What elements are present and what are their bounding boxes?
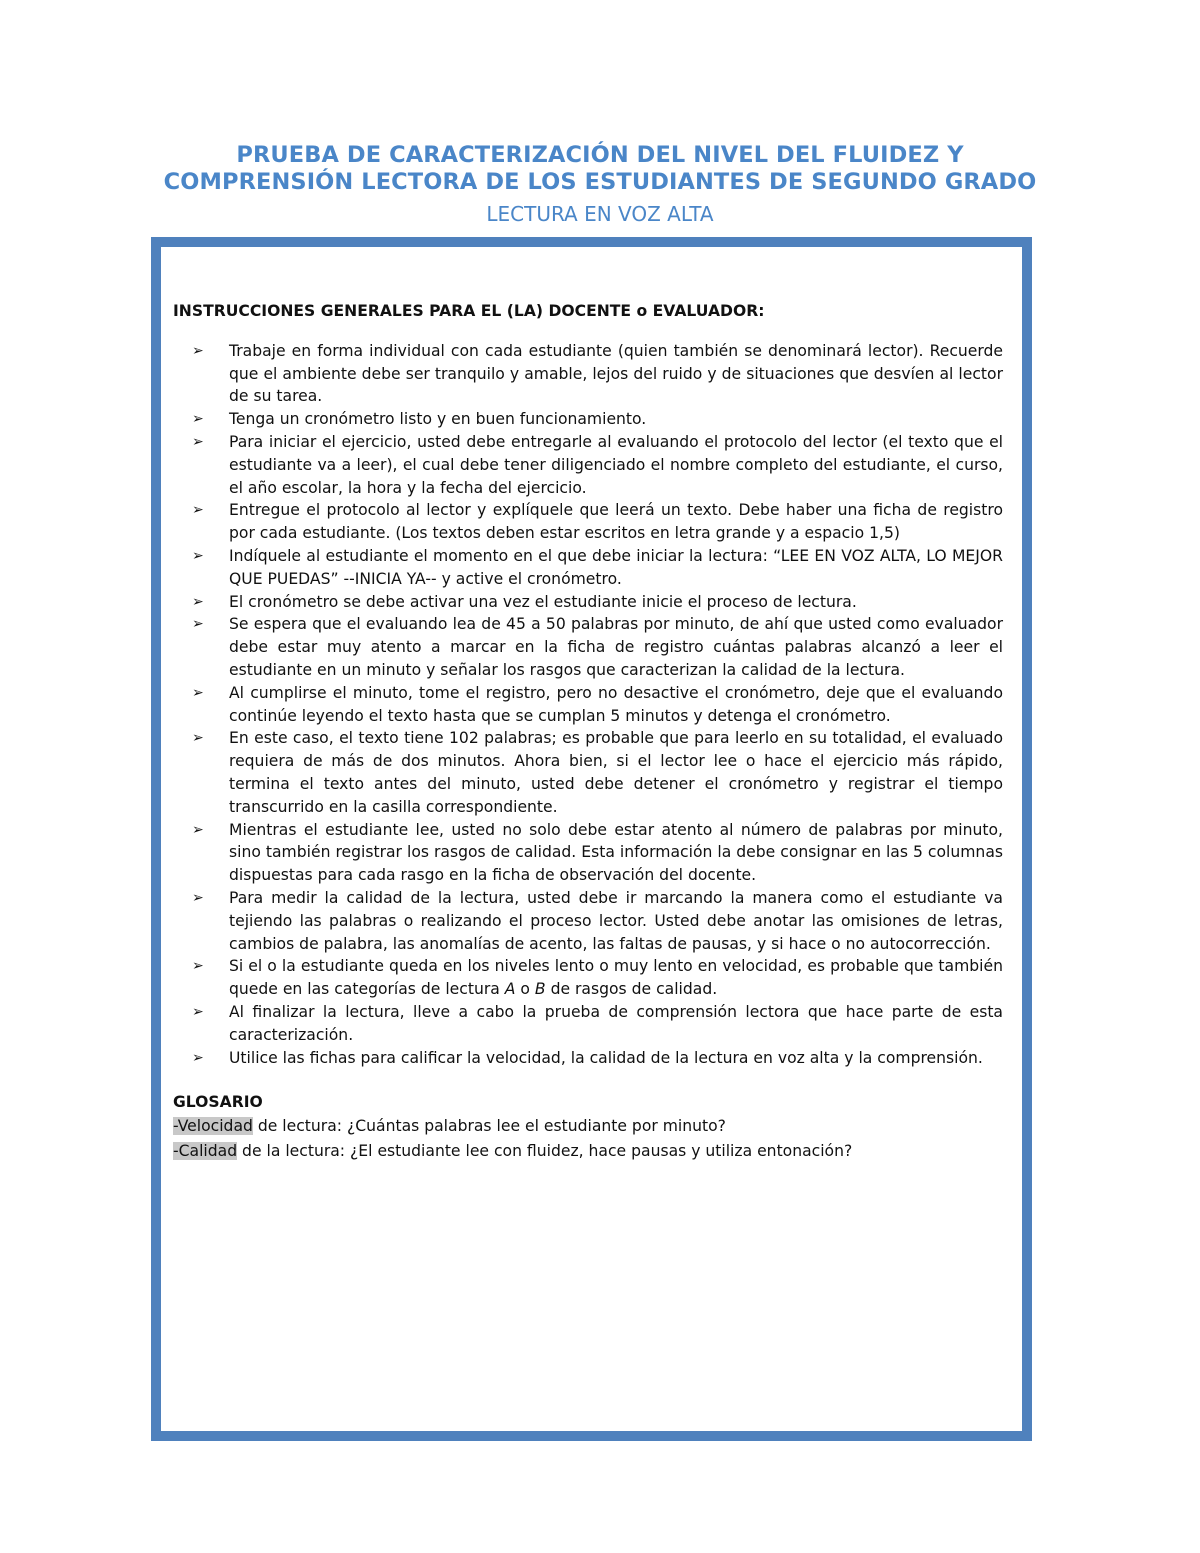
glossary-term: -Calidad — [173, 1142, 238, 1161]
glossary-term: -Velocidad — [173, 1117, 253, 1136]
arrow-bullet-icon: ➢ — [192, 821, 204, 838]
arrow-bullet-icon: ➢ — [192, 684, 204, 701]
document-title-line-2: COMPRENSIÓN LECTORA DE LOS ESTUDIANTES DE SEGUNDO GRADO — [163, 169, 1037, 195]
instruction-item: ➢ Al finalizar la lectura, lleve a cabo la prueba de comprensión lectora que hace parte de esta caracterización. — [192, 1002, 1003, 1044]
arrow-bullet-icon: ➢ — [192, 889, 204, 906]
instruction-item: ➢ Mientras el estudiante lee, usted no solo debe estar atento al número de palabras por minuto, sino también registrar los rasgos de calidad. Esta información la debe consignar en las 5 columnas dispuestas para cada rasgo en la ficha de observación del docente. — [192, 820, 1003, 885]
instruction-item: ➢ Si el o la estudiante queda en los niveles lento o muy lento en velocidad, es probable que también quede en las categorías de lectura A o B de rasgos de calidad. — [192, 957, 1003, 999]
instructions-list — [173, 340, 1003, 1070]
arrow-bullet-icon: ➢ — [192, 616, 204, 633]
instructions-frame — [151, 237, 1032, 1441]
instruction-item: ➢ Para iniciar el ejercicio, usted debe entregarle al evaluando el protocolo del lector (el texto que el estudiante va a leer), el cual debe tener diligenciado el nombre completo del estudiante, el curso, el año escolar, la hora y la fecha del ejercicio. — [192, 432, 1003, 497]
arrow-bullet-icon: ➢ — [192, 1003, 204, 1020]
instruction-item: ➢ Utilice las fichas para calificar la velocidad, la calidad de la lectura en voz alta y la comprensión. — [173, 1047, 1003, 1070]
arrow-bullet-icon: ➢ — [192, 502, 204, 519]
instruction-item: ➢ Se espera que el evaluando lea de 45 a 50 palabras por minuto, de ahí que usted como evaluador debe estar muy atento a marcar en la ficha de registro cuántas palabras alcanzó a leer el estudiante en un minuto y señalar los rasgos que caracterizan la calidad de la lectura. — [192, 615, 1003, 679]
document-subtitle: LECTURA EN VOZ ALTA — [486, 202, 714, 226]
arrow-bullet-icon: ➢ — [192, 411, 204, 428]
arrow-bullet-icon: ➢ — [192, 342, 204, 359]
arrow-bullet-icon: ➢ — [192, 1049, 204, 1066]
arrow-bullet-icon: ➢ — [192, 433, 204, 450]
glossary-entry — [173, 1139, 1003, 1164]
instruction-item: ➢ Indíquele al estudiante el momento en el que debe iniciar la lectura: “LEE EN VOZ ALTA, LO MEJOR QUE PUEDAS” --INICIA YA-- y active el cronómetro. — [192, 546, 1003, 588]
instruction-item: ➢ Trabaje en forma individual con cada estudiante (quien también se denominará lector). Recuerde que el ambiente debe ser tranquilo y amable, lejos del ruido y de situaciones que desvíen al lector de su tarea. — [192, 341, 1003, 406]
instruction-item: ➢ Para medir la calidad de la lectura, usted debe ir marcando la manera como el estudiante va tejiendo las palabras o realizando el proceso lector. Usted debe anotar las omisiones de letras, cambios de palabra, las anomalías de acento, las faltas de pausas, y si hace o no autocorrección. — [192, 888, 1003, 953]
document-title-line-1: PRUEBA DE CARACTERIZACIÓN DEL NIVEL DEL FLUIDEZ Y — [236, 142, 964, 168]
instruction-item: ➢ El cronómetro se debe activar una vez el estudiante inicie el proceso de lectura. — [173, 591, 1003, 614]
glossary-entry — [173, 1114, 1003, 1139]
instructions-heading: INSTRUCCIONES GENERALES PARA EL (LA) DOCENTE o EVALUADOR: — [173, 302, 765, 320]
glossary-title: GLOSARIO — [173, 1093, 263, 1112]
arrow-bullet-icon: ➢ — [192, 547, 204, 564]
instruction-item: ➢ Al cumplirse el minuto, tome el registro, pero no desactive el cronómetro, deje que el evaluando continúe leyendo el texto hasta que se cumplan 5 minutos y detenga el cronómetro. — [192, 683, 1003, 725]
arrow-bullet-icon: ➢ — [192, 730, 204, 747]
instruction-item: ➢ Tenga un cronómetro listo y en buen funcionamiento. — [173, 408, 1003, 431]
instruction-item: ➢ En este caso, el texto tiene 102 palabras; es probable que para leerlo en su totalidad, el evaluado requiera de más de dos minutos. Ahora bien, si el lector lee o hace el ejercicio más rápido, termina el texto antes del minuto, usted debe detener el cronómetro y registrar el tiempo transcurrido en la casilla correspondiente. — [192, 729, 1003, 816]
arrow-bullet-icon: ➢ — [192, 593, 204, 610]
instructions-content — [173, 300, 1003, 1164]
glossary-definition: de la lectura: ¿El estudiante lee con fluidez, hace pausas y utiliza entonación? — [237, 1142, 853, 1161]
arrow-bullet-icon: ➢ — [192, 958, 204, 975]
instruction-item: ➢ Entregue el protocolo al lector y explíquele que leerá un texto. Debe haber una ficha de registro por cada estudiante. (Los textos deben estar escritos en letra grande y a espacio 1,5) — [192, 501, 1003, 543]
glossary-definition: de lectura: ¿Cuántas palabras lee el estudiante por minuto? — [252, 1117, 726, 1136]
